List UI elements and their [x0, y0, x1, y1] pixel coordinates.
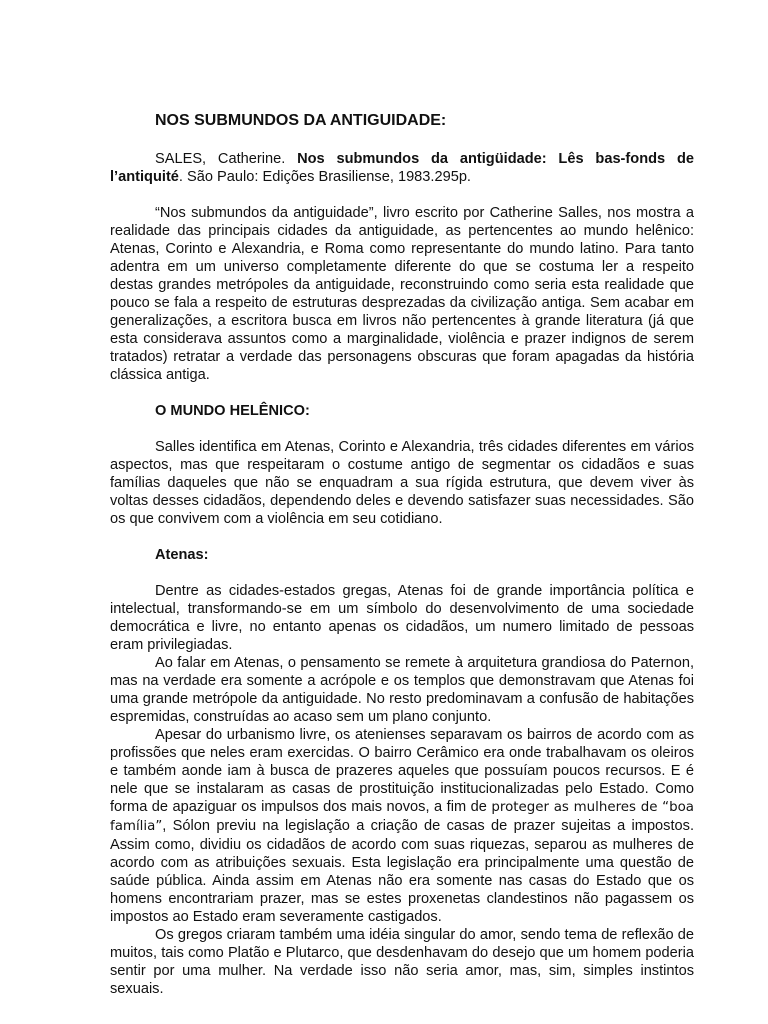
spacer: [110, 564, 694, 582]
citation-book-title: Nos submundos da antigüidade: Lês bas-fonds de l’antiquité: [110, 151, 694, 185]
athens-paragraph-3: [110, 726, 694, 926]
spacer: [110, 384, 694, 402]
spacer: [110, 186, 694, 204]
athens-paragraph-3-end: , Sólon previu na legislação a criação de casas de prazer sujeitas a impostos. Assim como, dividiu os cidadãos de acordo com suas riquezas, separou as mulheres de acordo com as atribuições sexuais. Esta legislação era principalmente uma questão de saúde pública. Ainda assim em Atenas não era somente nas casas do Estado que os homens encontrariam prazer, mas se estes proxenetas clandestinos não pagassem os impostos ao Estado eram severamente castigados.: [110, 818, 694, 925]
spacer: [110, 420, 694, 438]
athens-paragraph-1: Dentre as cidades-estados gregas, Atenas foi de grande importância política e intelectual, transformando-se em um símbolo do desenvolvimento de uma sociedade democrática e livre, no entanto apenas os cidadãos, um numero limitado de pessoas eram privilegiadas.: [110, 583, 694, 653]
section-paragraph: Salles identifica em Atenas, Corinto e Alexandria, três cidades diferentes em vários aspectos, mas que respeitaram o costume antigo de segmentar os cidadãos e suas famílias daqueles que não se enquadram a sua rígida estrutura, que devem viver às voltas desses cidadãos, dependendo deles e devendo satisfazer suas necessidades. São os que convivem com a violência em seu cotidiano.: [110, 439, 694, 527]
document-title: NOS SUBMUNDOS DA ANTIGUIDADE:: [155, 112, 447, 129]
athens-paragraph-3-start: Apesar do urbanismo livre, os atenienses separavam os bairros de acordo com as profissões que neles eram exercidas. O bairro Cerâmico era onde trabalhavam os oleiros e também aonde iam à busca de prazeres aqueles que possuíam poucos recursos. E é nele que se instalaram as casas de prostituição institucionalizadas pelo Estado. Como forma de apaziguar os impulsos dos mais novos, a fim de: [110, 727, 694, 815]
intro-paragraph: “Nos submundos da antiguidade”, livro escrito por Catherine Salles, nos mostra a realidade das principais cidades da antiguidade, as pertencentes ao mundo helênico: Atenas, Corinto e Alexandria, e Roma como representante do mundo latino. Para tanto adentra em um universo completamente diferente do que se costuma ler a respeito destas grandes metrópoles da antiguidade, reconstruindo como seria esta realidade que pouco se fala a respeito de estruturas desprezadas da civilização antiga. Sem acabar em generalizações, a escritora busca em livros não pertencentes à grande literatura (já que esta considerava assuntos como a marginalidade, violência e prazer indignos de serem tratados) retratar a verdade das personagens obscuras que foram apagadas da história clássica antiga.: [110, 205, 694, 383]
subsection-heading: Atenas:: [155, 547, 209, 563]
athens-paragraph-3-quote: proteger as mulheres de “boa família”: [110, 800, 694, 834]
athens-paragraph-4: Os gregos criaram também uma idéia singular do amor, sendo tema de reflexão de muitos, tais como Platão e Plutarco, que desdenhavam do desejo que um homem poderia sentir por uma mulher. Na verdade isso não seria amor, mas, sim, simples instintos sexuais.: [110, 927, 694, 997]
document-page: [110, 111, 694, 998]
spacer: [110, 528, 694, 546]
athens-paragraph-2: Ao falar em Atenas, o pensamento se remete à arquitetura grandiosa do Paternon, mas na verdade era somente a acrópole e os templos que demonstravam que Atenas foi uma grande metrópole da antiguidade. No resto predominavam a confusão de habitações espremidas, construídas ao acaso sem um plano conjunto.: [110, 655, 694, 725]
citation-publication: . São Paulo: Edições Brasiliense, 1983.295p.: [178, 169, 471, 185]
bibliographic-citation: [110, 150, 694, 186]
citation-author: SALES, Catherine.: [155, 151, 286, 167]
section-heading: O MUNDO HELÊNICO:: [155, 403, 310, 419]
